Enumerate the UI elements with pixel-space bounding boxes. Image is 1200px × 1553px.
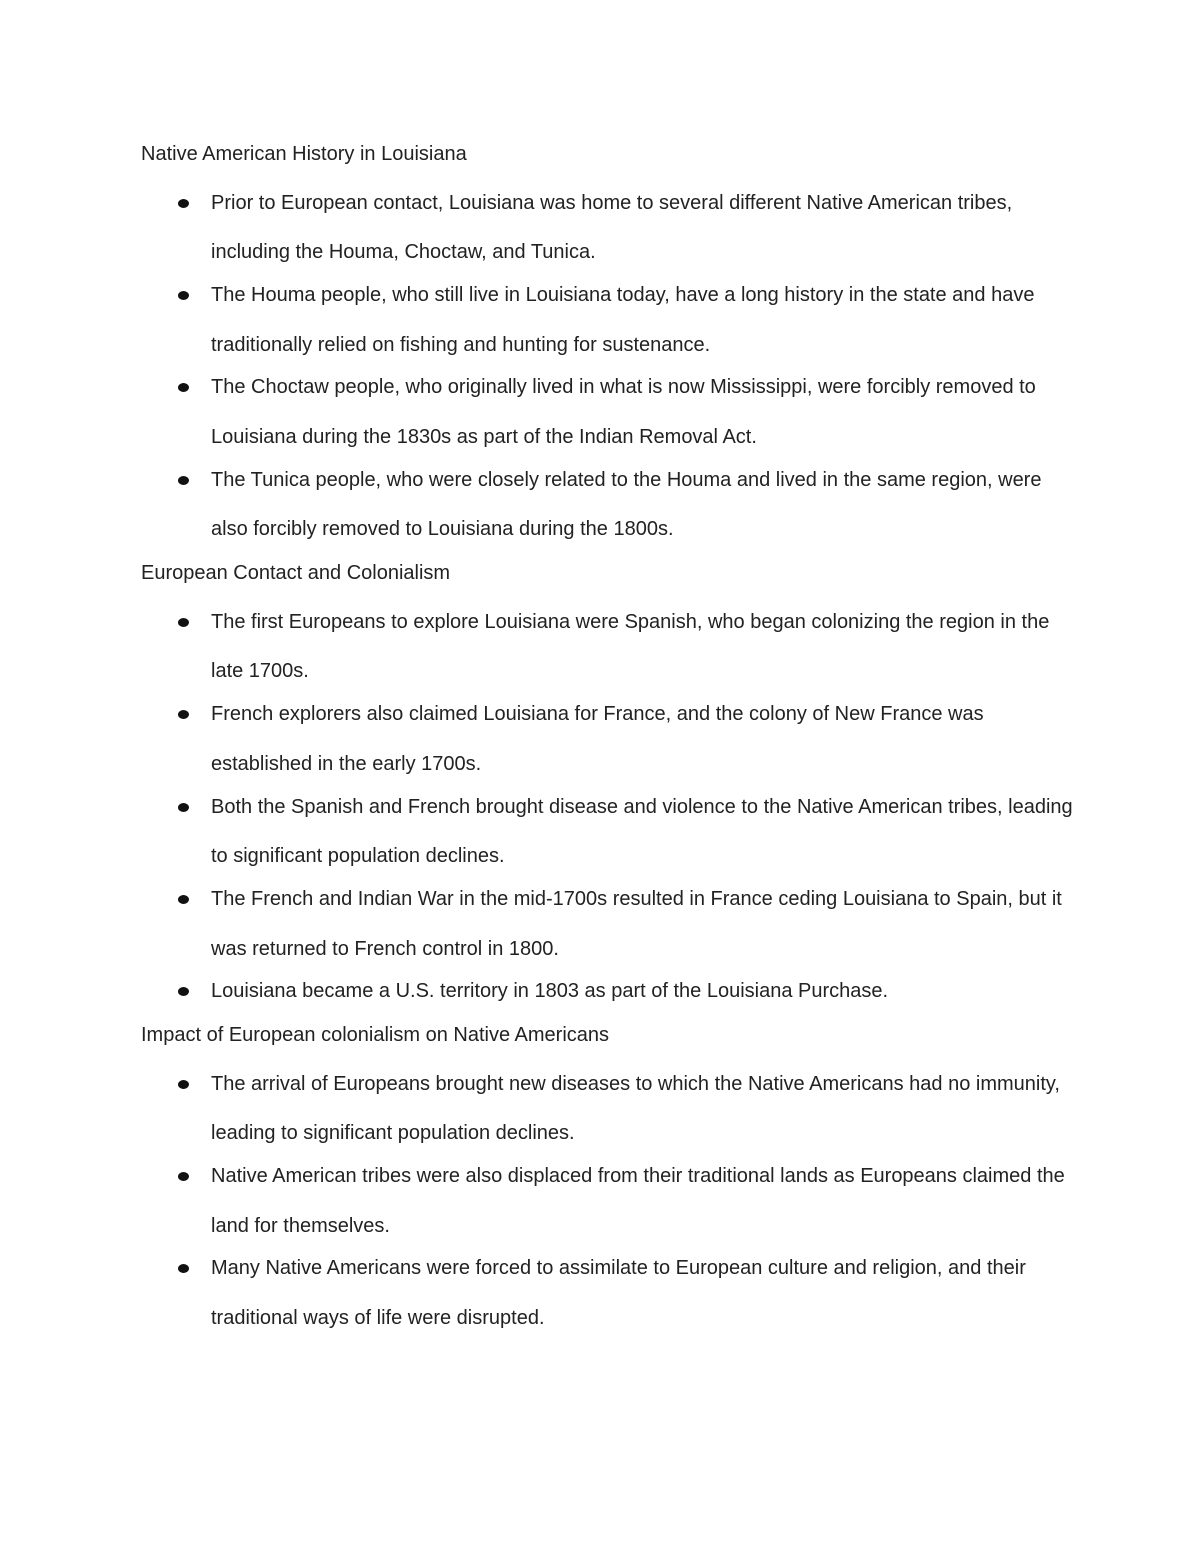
list-item: [141, 598, 1081, 697]
list-item-text: The Choctaw people, who originally lived in what is now Mississippi, were forcibly removed to Louisiana during the 1830s as part of the Indian Removal Act.: [211, 376, 1036, 449]
bullet-icon: [178, 803, 189, 812]
bullet-icon: [178, 1264, 189, 1273]
list-item: [141, 690, 1081, 789]
list-item-text: The arrival of Europeans brought new diseases to which the Native Americans had no immunity, leading to significant population declines.: [211, 1072, 1060, 1145]
bullet-icon: [178, 1080, 189, 1089]
list-item: [141, 271, 1081, 370]
section-heading: European Contact and Colonialism: [141, 562, 451, 585]
bullet-icon: [178, 1172, 189, 1181]
section-impact-of-colonialism: [141, 1017, 1081, 1344]
list-item-text: The first Europeans to explore Louisiana were Spanish, who began colonizing the region in the late 1700s.: [211, 610, 1050, 683]
bullet-icon: [178, 199, 189, 208]
list-item-text: The Tunica people, who were closely related to the Houma and lived in the same region, were also forcibly removed to Louisiana during the 1800s.: [211, 468, 1042, 541]
list-item: [141, 456, 1081, 555]
list-item: [141, 1244, 1081, 1343]
document-body: [141, 136, 1081, 1344]
bullet-list: [141, 1060, 1081, 1344]
list-item: [141, 875, 1081, 974]
bullet-icon: [178, 710, 189, 719]
list-item: [141, 1060, 1081, 1159]
list-item-text: Both the Spanish and French brought disease and violence to the Native American tribes, leading to significant population declines.: [211, 795, 1073, 868]
list-item-text: The Houma people, who still live in Louisiana today, have a long history in the state and have traditionally relied on fishing and hunting for sustenance.: [211, 284, 1035, 356]
list-item-text: Native American tribes were also displaced from their traditional lands as Europeans claimed the land for themselves.: [211, 1165, 1065, 1237]
list-item: [141, 1152, 1081, 1251]
section-native-american-history: [141, 136, 1081, 555]
list-item: [141, 783, 1081, 882]
bullet-icon: [178, 291, 189, 300]
list-item: [141, 179, 1081, 278]
bullet-list: [141, 598, 1081, 1017]
bullet-icon: [178, 476, 189, 485]
bullet-list: [141, 179, 1081, 555]
bullet-icon: [178, 987, 189, 996]
section-heading: Impact of European colonialism on Native Americans: [141, 1023, 610, 1046]
list-item-text: Many Native Americans were forced to assimilate to European culture and religion, and their traditional ways of life were disrupted.: [211, 1257, 1026, 1329]
bullet-icon: [178, 618, 189, 627]
bullet-icon: [178, 895, 189, 904]
section-heading: Native American History in Louisiana: [141, 143, 467, 165]
list-item-text: Louisiana became a U.S. territory in 1803 as part of the Louisiana Purchase.: [211, 980, 889, 1003]
list-item: [141, 363, 1081, 462]
list-item: [141, 967, 1081, 1017]
list-item-text: Prior to European contact, Louisiana was home to several different Native American tribes, including the Houma, Choctaw, and Tunica.: [211, 191, 1013, 264]
list-item-text: The French and Indian War in the mid-1700s resulted in France ceding Louisiana to Spain, but it was returned to French control in 1800.: [211, 887, 1062, 960]
list-item-text: French explorers also claimed Louisiana for France, and the colony of New France was established in the early 1700s.: [211, 703, 984, 775]
section-european-contact: [141, 555, 1081, 1017]
bullet-icon: [178, 383, 189, 392]
